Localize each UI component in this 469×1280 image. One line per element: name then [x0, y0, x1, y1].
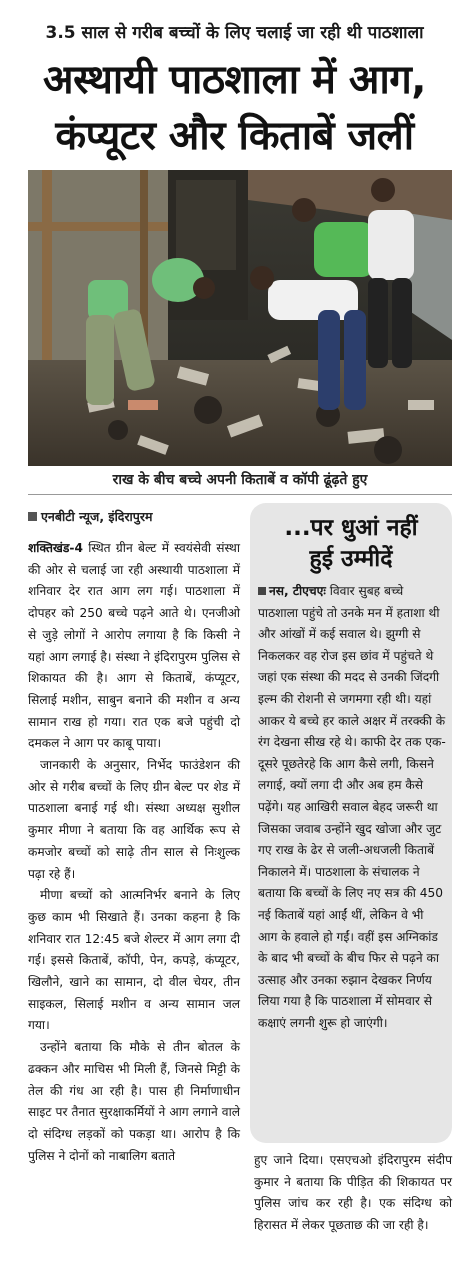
sidebar-box [250, 503, 452, 1143]
sidebar-body [258, 581, 446, 1034]
article-photo [28, 170, 452, 466]
headline-line-1: अस्थायी पाठशाला में आग, [43, 57, 426, 103]
byline-square-icon [28, 512, 37, 521]
byline [28, 508, 152, 525]
sidebar-dateline: नस, टीएचएः [269, 584, 326, 598]
article-body-continued [254, 1150, 452, 1237]
dateline: शक्तिखंड-4 [28, 541, 83, 555]
burnt-school-photo [28, 170, 452, 466]
article-kicker: 3.5 साल से गरीब बच्चों के लिए चलाई जा रही थी पाठशाला [45, 23, 424, 43]
byline-text: एनबीटी न्यूज, इंदिरापुरम [41, 509, 153, 524]
headline-line-2: कंप्यूटर और किताबें जलीं [55, 113, 414, 159]
paragraph-1-text: स्थित ग्रीन बेल्ट में स्वयंसेवी संस्था की ओर से चलाई जा रही अस्थायी पाठशाला में शनिवार देर रात आग लग गई। पाठशाला में दोपहर को 250 बच्चे पढ़ने आते थे। एनजीओ से जुड़े लोगों ने आरोप लगाया है कि किसी ने यहां आग लगाई है। संस्था ने इंदिरापुरम पुलिस से शिकायत की है। आग से किताबें, कंप्यूटर, सिलाई मशीन, साबुन बनाने की मशीन व अन्य सामान राख हो गया। रात एक बजे पहुंची दो दमकल ने आग पर काबू पाया। [28, 541, 240, 751]
caption-divider [28, 494, 452, 495]
article-paragraph-continued: हुए जाने दिया। एसएचओ इंदिरापुरम संदीप कुमार ने बताया कि पीड़ित की शिकायत पर पुलिस जांच कर रही है। एक संदिग्ध को हिरासत में लेकर पूछताछ की जा रही है। [254, 1153, 452, 1233]
article-paragraph-4: उन्होंने बताया कि मौके से तीन बोतल के ढक्कन और माचिस भी मिली हैं, जिनसे मिट्टी के तेल की गंध आ रही है। पास ही निर्माणाधीन साइट पर तैनात सुरक्षाकर्मियों ने आग लगाने वाले दो संदिग्ध लड़कों को पकड़ा था। आरोप है कि पुलिस ने दोनों को नाबालिग बताते [28, 1040, 240, 1163]
sidebar-title [250, 513, 452, 575]
sidebar-square-icon [258, 587, 266, 595]
sidebar-title-line-1: ...पर धुआं नहीं [284, 515, 418, 541]
article-paragraph-2: जानकारी के अनुसार, निर्भेद फाउंडेशन की ओर से गरीब बच्चों के लिए ग्रीन बेल्ट पर शेड में पाठशाला बनाई गई थी। संस्था अध्यक्ष सुशील कुमार मीणा ने बताया कि वह आर्थिक रूप से कमजोर बच्चों को साढ़े तीन साल से निःशुल्क पढ़ा रहे हैं। [28, 758, 240, 881]
photo-caption: राख के बीच बच्चे अपनी किताबें व कॉपी ढूंढ़ते हुए [112, 472, 368, 488]
article-headline [6, 52, 463, 164]
article-body-left-column [28, 538, 240, 1167]
sidebar-text: विवार सुबह बच्चे पाठशाला पहुंचे तो उनके मन में हताशा थी और आंखों में कई सवाल थे। झुग्गी से निकलकर वह रोज इस छांव में पहुंचते थे जहां एक संस्था की मदद से उनकी जिंदगी इल्म की रोशनी से जगमगा रही थी। यहां आकर ये बच्चे हर काले अक्षर में तरक्की के रंग देखना सीख रहे थे। काफी देर तक एक-दूसरे पूछतेरहे कि आग कैसे लगी, किसने लगाई, क्यों लगा दी और अब हम कैसे पढ़ेंगे। यह आखिरी सवाल बेहद जरूरी था जिसका जवाब उन्होंने खुद खोजा और जुट गए राख के ढेर से जली-अधजली किताबें निकालने में। पाठशाला के संचालक ने बताया कि बच्चों के लिए नए सत्र की 450 नई किताबें यहां आईं थीं, लेकिन वे भी आग के हवाले हो गईं। वहीं इस अग्निकांड के बाद भी बच्चों के बीच फिर से पढ़ने का उत्साह और उनका रुझान देखकर निर्णय लिया गया है कि पाठशाला में सोमवार से कक्षाएं लगनी शुरू हो जाएंगी। [258, 584, 446, 1030]
article-paragraph-3: मीणा बच्चों को आत्मनिर्भर बनाने के लिए कुछ काम भी सिखाते हैं। उनका कहना है कि शनिवार रात 12:45 बजे शेल्टर में आग लगा दी गई। इससे किताबें, कॉपी, पेन, कपड़े, कंप्यूटर, खिलौने, खाने का सामान, दो वील चेयर, तीन साइकल, सिलाई मशीन व अन्य सामान जल गया। [28, 888, 240, 1033]
article-paragraph-1 [28, 538, 240, 755]
sidebar-title-line-2: हुई उम्मीदें [309, 546, 393, 572]
